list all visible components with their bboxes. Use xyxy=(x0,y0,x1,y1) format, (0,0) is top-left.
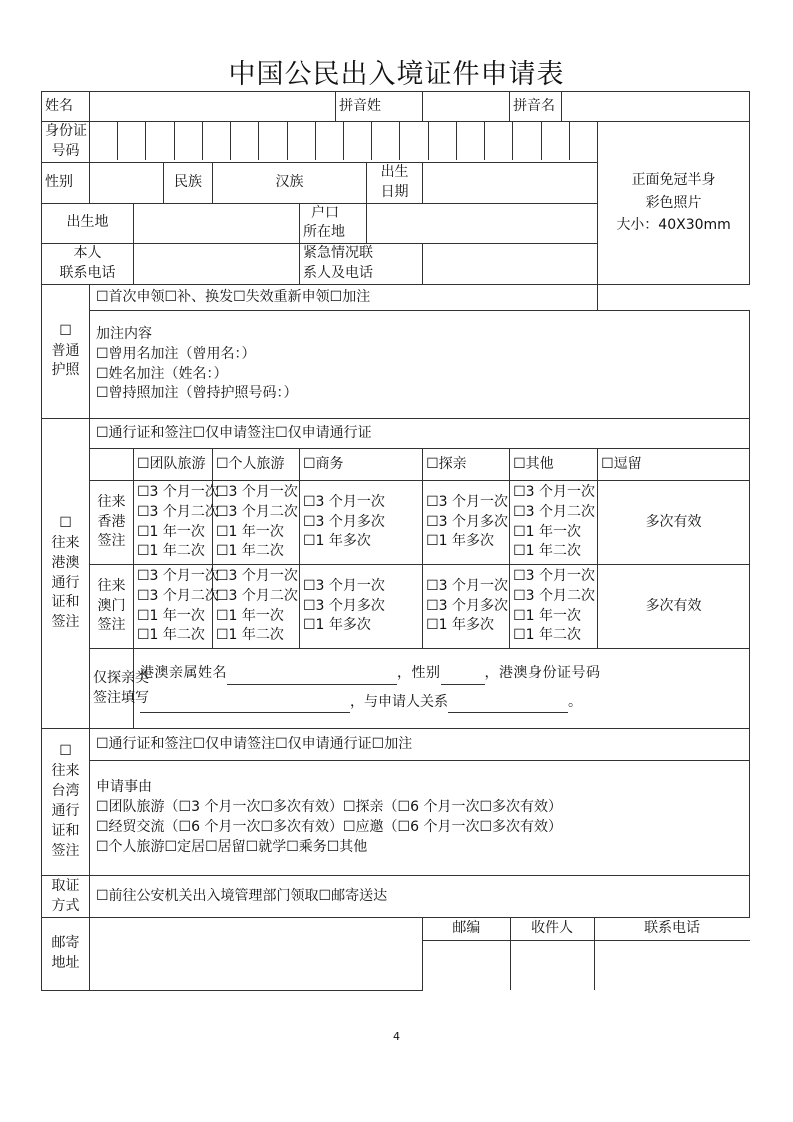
relative-name-line[interactable] xyxy=(227,664,397,685)
recipient-field[interactable] xyxy=(510,940,594,990)
type-individual-tour[interactable]: ☐个人旅游 xyxy=(213,449,300,481)
hk-macau-checkbox[interactable]: ☐ xyxy=(59,514,72,531)
form-title: 中国公民出入境证件申请表 xyxy=(228,59,565,90)
id-digit-box[interactable] xyxy=(429,122,457,160)
birthplace-field[interactable] xyxy=(134,203,300,244)
relative-id-line[interactable] xyxy=(140,693,350,714)
hk-stay-multiple-valid: 多次有效 xyxy=(598,481,750,565)
id-number-boxes[interactable] xyxy=(90,122,598,163)
type-family-visit[interactable]: ☐探亲 xyxy=(423,449,510,481)
hukou-label: 户口 所在地 xyxy=(300,203,367,244)
ethnicity-label: 民族 xyxy=(164,162,213,203)
passport-section-label: ☐ 普通 护照 xyxy=(42,285,90,419)
hk-other-options[interactable]: ☐3 个月一次 ☐3 个月二次 ☐1 年一次 ☐1 年二次 xyxy=(510,481,598,565)
photo-spec-line: 正面免冠半身 xyxy=(631,172,716,189)
postcode-field[interactable] xyxy=(423,940,510,990)
id-digit-box[interactable] xyxy=(513,122,541,160)
macau-group-tour-options[interactable]: ☐3 个月一次 ☐3 个月二次 ☐1 年一次 ☐1 年二次 xyxy=(134,565,213,649)
macau-business-options[interactable]: ☐3 个月一次 ☐3 个月多次 ☐1 年多次 xyxy=(300,565,423,649)
relationship-line[interactable] xyxy=(448,693,568,714)
id-digit-box[interactable] xyxy=(457,122,485,160)
name-annotation-option[interactable]: ☐姓名加注（姓名：） xyxy=(96,365,228,382)
phone-label: 本人 联系电话 xyxy=(42,244,134,285)
former-name-annotation-option[interactable]: ☐曾用名加注（曾用名：） xyxy=(96,345,256,362)
type-other[interactable]: ☐其他 xyxy=(510,449,598,481)
id-number-label: 身份证 号码 xyxy=(42,122,90,163)
hukou-field[interactable] xyxy=(367,203,598,244)
taiwan-reason-options-2[interactable]: ☐经贸交流（☐6 个月一次☐多次有效）☐应邀（☐6 个月一次☐多次有效） xyxy=(96,819,563,835)
pinyin-given-label: 拼音名 xyxy=(510,92,562,122)
passport-application-type[interactable]: ☐首次申领☐补、换发☐失效重新申领☐加注 xyxy=(90,285,598,311)
hk-group-tour-options[interactable]: ☐3 个月一次 ☐3 个月二次 ☐1 年一次 ☐1 年二次 xyxy=(134,481,213,565)
taiwan-reason-options-3[interactable]: ☐个人旅游☐定居☐居留☐就学☐乘务☐其他 xyxy=(96,838,368,855)
birth-date-label: 出生 日期 xyxy=(367,162,423,203)
phone-field[interactable] xyxy=(134,244,300,285)
photo-spec-line: 彩色照片 xyxy=(645,194,702,211)
passport-checkbox[interactable]: ☐ xyxy=(59,322,72,339)
mailing-address-label: 邮寄 地址 xyxy=(42,918,90,991)
macau-individual-tour-options[interactable]: ☐3 个月一次 ☐3 个月二次 ☐1 年一次 ☐1 年二次 xyxy=(213,565,300,649)
taiwan-application-reason xyxy=(90,761,750,876)
photo-size-line: 大小：40X30mm xyxy=(616,217,731,234)
taiwan-section-label: ☐ 往来 台湾 通行 证和 签注 xyxy=(42,729,90,876)
taiwan-checkbox[interactable]: ☐ xyxy=(59,743,72,760)
macau-stay-multiple-valid: 多次有效 xyxy=(598,565,750,649)
taiwan-application-type[interactable]: ☐通行证和签注☐仅申请签注☐仅申请通行证☐加注 xyxy=(90,729,750,761)
emergency-contact-label: 紧急情况联 系人及电话 xyxy=(300,244,423,285)
id-digit-box[interactable] xyxy=(316,122,344,160)
hk-endorsement-label: 往来 香港 签注 xyxy=(90,481,134,565)
pickup-method-label: 取证 方式 xyxy=(42,876,90,918)
id-digit-box[interactable] xyxy=(485,122,513,160)
id-digit-box[interactable] xyxy=(259,122,287,160)
id-digit-box[interactable] xyxy=(344,122,372,160)
application-form xyxy=(41,91,750,991)
id-digit-box[interactable] xyxy=(570,122,597,160)
id-digit-box[interactable] xyxy=(146,122,174,160)
taiwan-reason-options-1[interactable]: ☐团队旅游（☐3 个月一次☐多次有效）☐探亲（☐6 个月一次☐多次有效） xyxy=(96,799,563,816)
hk-business-options[interactable]: ☐3 个月一次 ☐3 个月多次 ☐1 年多次 xyxy=(300,481,423,565)
type-stay[interactable]: ☐逗留 xyxy=(598,449,750,481)
passport-annotation-content xyxy=(90,311,750,419)
type-group-tour[interactable]: ☐团队旅游 xyxy=(134,449,213,481)
gender-field[interactable] xyxy=(90,162,164,203)
id-digit-box[interactable] xyxy=(231,122,259,160)
pinyin-surname-field[interactable] xyxy=(423,92,510,122)
id-digit-box[interactable] xyxy=(175,122,203,160)
postcode-label: 邮编 xyxy=(423,918,510,940)
id-digit-box[interactable] xyxy=(542,122,570,160)
id-digit-box[interactable] xyxy=(118,122,146,160)
relative-info-fields: 港澳亲属姓名 ，性别 ，港澳身份证号码 ，与申请人关系 。 xyxy=(134,649,750,729)
id-digit-box[interactable] xyxy=(203,122,231,160)
id-digit-box[interactable] xyxy=(288,122,316,160)
macau-other-options[interactable]: ☐3 个月一次 ☐3 个月二次 ☐1 年一次 ☐1 年二次 xyxy=(510,565,598,649)
type-business[interactable]: ☐商务 xyxy=(300,449,423,481)
birth-date-field[interactable] xyxy=(423,162,598,203)
mailing-address-field[interactable] xyxy=(90,918,423,991)
recipient-phone-field[interactable] xyxy=(594,940,750,990)
name-label: 姓名 xyxy=(42,92,90,122)
relative-gender-line[interactable] xyxy=(441,664,485,685)
pickup-method-options[interactable]: ☐前往公安机关出入境管理部门领取☐邮寄送达 xyxy=(90,876,750,918)
former-passport-annotation-option[interactable]: ☐曾持照加注（曾持护照号码：） xyxy=(96,385,298,402)
macau-family-visit-options[interactable]: ☐3 个月一次 ☐3 个月多次 ☐1 年多次 xyxy=(423,565,510,649)
annotation-title: 加注内容 xyxy=(96,325,152,342)
ethnicity-value[interactable]: 汉族 xyxy=(213,162,367,203)
emergency-contact-field[interactable] xyxy=(423,244,598,285)
hk-macau-section-label: ☐ 往来 港澳 通行 证和 签注 xyxy=(42,419,90,729)
relative-info-label: 仅探亲类 签注填写 xyxy=(90,649,134,729)
hk-individual-tour-options[interactable]: ☐3 个月一次 ☐3 个月二次 ☐1 年一次 ☐1 年二次 xyxy=(213,481,300,565)
recipient-phone-label: 联系电话 xyxy=(594,918,750,940)
name-field[interactable] xyxy=(90,92,336,122)
reason-title: 申请事由 xyxy=(96,779,152,796)
id-digit-box[interactable] xyxy=(372,122,400,160)
macau-endorsement-label: 往来 澳门 签注 xyxy=(90,565,134,649)
birthplace-label: 出生地 xyxy=(42,203,134,244)
pinyin-given-field[interactable] xyxy=(562,92,750,122)
page-number: 4 xyxy=(393,1030,400,1043)
hk-family-visit-options[interactable]: ☐3 个月一次 ☐3 个月多次 ☐1 年多次 xyxy=(423,481,510,565)
photo-box[interactable] xyxy=(598,122,750,285)
recipient-label: 收件人 xyxy=(510,918,594,940)
hk-macau-application-type[interactable]: ☐通行证和签注☐仅申请签注☐仅申请通行证 xyxy=(90,419,750,449)
id-digit-box[interactable] xyxy=(90,122,118,160)
pinyin-surname-label: 拼音姓 xyxy=(336,92,423,122)
gender-label: 性别 xyxy=(42,162,90,203)
id-digit-box[interactable] xyxy=(400,122,428,160)
